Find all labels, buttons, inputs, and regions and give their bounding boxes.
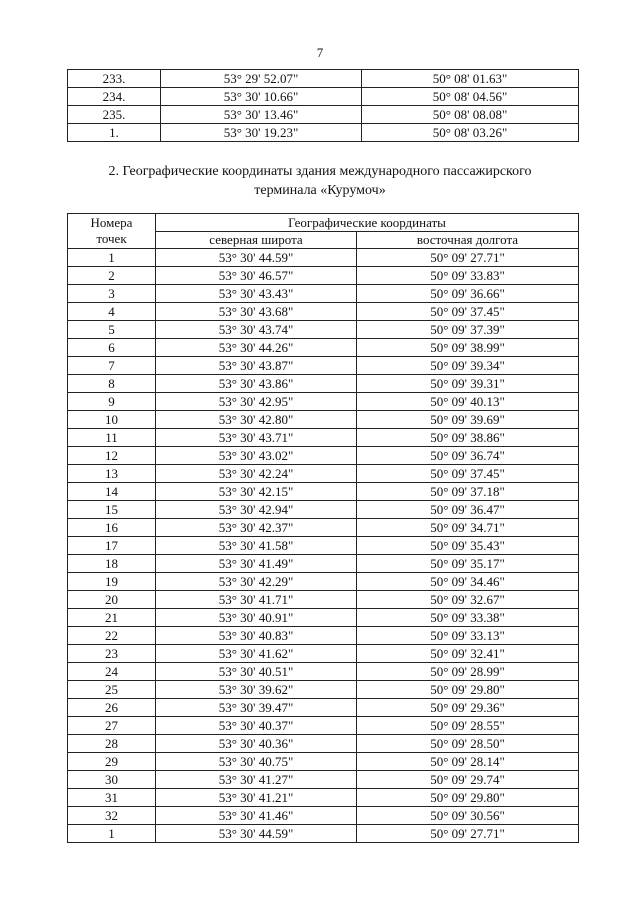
- point-number-cell: 20: [68, 591, 156, 609]
- longitude-cell: 50° 09' 35.43": [357, 537, 579, 555]
- latitude-cell: 53° 30' 40.75": [156, 753, 357, 771]
- table-row: [68, 663, 579, 681]
- latitude-cell: 53° 30' 44.26": [156, 339, 357, 357]
- terminal-coordinates-table: [67, 213, 579, 843]
- point-number-cell: 8: [68, 375, 156, 393]
- table-row: [68, 411, 579, 429]
- table-row: [68, 627, 579, 645]
- column-header-points-line-2: точек: [96, 231, 127, 246]
- section-heading-line-2: терминала «Курумоч»: [254, 183, 386, 198]
- point-number-cell: 23: [68, 645, 156, 663]
- point-number-cell: 1: [68, 249, 156, 267]
- latitude-cell: 53° 30' 42.95": [156, 393, 357, 411]
- table-row: [68, 591, 579, 609]
- table-row: [68, 519, 579, 537]
- longitude-cell: 50° 09' 33.83": [357, 267, 579, 285]
- longitude-cell: 50° 09' 28.99": [357, 663, 579, 681]
- longitude-cell: 50° 09' 34.71": [357, 519, 579, 537]
- point-number-cell: 21: [68, 609, 156, 627]
- latitude-cell: 53° 30' 42.29": [156, 573, 357, 591]
- point-number-cell: 2: [68, 267, 156, 285]
- latitude-cell: 53° 30' 44.59": [156, 825, 357, 843]
- point-number-cell: 11: [68, 429, 156, 447]
- latitude-cell: 53° 30' 41.21": [156, 789, 357, 807]
- point-number-cell: 9: [68, 393, 156, 411]
- point-number-cell: 27: [68, 717, 156, 735]
- column-header-coordinates: Географические координаты: [156, 214, 579, 232]
- table-row: [68, 555, 579, 573]
- longitude-cell: 50° 09' 33.13": [357, 627, 579, 645]
- latitude-cell: 53° 30' 40.37": [156, 717, 357, 735]
- longitude-cell: 50° 09' 29.36": [357, 699, 579, 717]
- latitude-cell: 53° 30' 43.74": [156, 321, 357, 339]
- point-number-cell: 26: [68, 699, 156, 717]
- point-number-cell: 233.: [68, 70, 161, 88]
- point-number-cell: 6: [68, 339, 156, 357]
- point-number-cell: 19: [68, 573, 156, 591]
- latitude-cell: 53° 30' 42.94": [156, 501, 357, 519]
- table-header: [68, 214, 579, 249]
- table-row: [68, 771, 579, 789]
- longitude-cell: 50° 09' 29.74": [357, 771, 579, 789]
- latitude-cell: 53° 30' 42.24": [156, 465, 357, 483]
- point-number-cell: 235.: [68, 106, 161, 124]
- longitude-cell: 50° 09' 29.80": [357, 681, 579, 699]
- longitude-cell: 50° 09' 27.71": [357, 825, 579, 843]
- continued-coordinates-table: [67, 69, 579, 142]
- section-heading: [40, 162, 600, 200]
- table-row: [68, 681, 579, 699]
- longitude-cell: 50° 09' 39.34": [357, 357, 579, 375]
- table-row: [68, 807, 579, 825]
- table-row: [68, 106, 579, 124]
- longitude-cell: 50° 09' 34.46": [357, 573, 579, 591]
- point-number-cell: 14: [68, 483, 156, 501]
- latitude-cell: 53° 30' 39.62": [156, 681, 357, 699]
- longitude-cell: 50° 09' 36.74": [357, 447, 579, 465]
- longitude-cell: 50° 09' 29.80": [357, 789, 579, 807]
- terminal-coordinates-body: [68, 249, 579, 843]
- table-row: [68, 88, 579, 106]
- longitude-cell: 50° 09' 37.39": [357, 321, 579, 339]
- column-header-latitude: северная широта: [156, 232, 357, 249]
- table-row: [68, 483, 579, 501]
- point-number-cell: 13: [68, 465, 156, 483]
- table-row: [68, 645, 579, 663]
- table-row: [68, 573, 579, 591]
- point-number-cell: 24: [68, 663, 156, 681]
- table-row: [68, 501, 579, 519]
- latitude-cell: 53° 30' 41.49": [156, 555, 357, 573]
- point-number-cell: 29: [68, 753, 156, 771]
- longitude-cell: 50° 09' 30.56": [357, 807, 579, 825]
- point-number-cell: 7: [68, 357, 156, 375]
- latitude-cell: 53° 30' 44.59": [156, 249, 357, 267]
- longitude-cell: 50° 09' 40.13": [357, 393, 579, 411]
- longitude-cell: 50° 08' 01.63": [362, 70, 579, 88]
- point-number-cell: 15: [68, 501, 156, 519]
- latitude-cell: 53° 29' 52.07": [161, 70, 362, 88]
- latitude-cell: 53° 30' 40.36": [156, 735, 357, 753]
- table-row: [68, 825, 579, 843]
- table-row: [68, 267, 579, 285]
- table-row: [68, 357, 579, 375]
- point-number-cell: 1.: [68, 124, 161, 142]
- point-number-cell: 17: [68, 537, 156, 555]
- table-row: [68, 753, 579, 771]
- table-row: [68, 735, 579, 753]
- point-number-cell: 18: [68, 555, 156, 573]
- header-row-1: [68, 214, 579, 232]
- table-row: [68, 124, 579, 142]
- longitude-cell: 50° 09' 38.86": [357, 429, 579, 447]
- longitude-cell: 50° 08' 04.56": [362, 88, 579, 106]
- point-number-cell: 30: [68, 771, 156, 789]
- column-header-points-line-1: Номера: [90, 215, 133, 230]
- latitude-cell: 53° 30' 41.46": [156, 807, 357, 825]
- point-number-cell: 5: [68, 321, 156, 339]
- longitude-cell: 50° 08' 08.08": [362, 106, 579, 124]
- point-number-cell: 10: [68, 411, 156, 429]
- column-header-longitude: восточная долгота: [357, 232, 579, 249]
- point-number-cell: 31: [68, 789, 156, 807]
- latitude-cell: 53° 30' 13.46": [161, 106, 362, 124]
- table-row: [68, 375, 579, 393]
- latitude-cell: 53° 30' 40.91": [156, 609, 357, 627]
- latitude-cell: 53° 30' 19.23": [161, 124, 362, 142]
- latitude-cell: 53° 30' 41.71": [156, 591, 357, 609]
- latitude-cell: 53° 30' 43.02": [156, 447, 357, 465]
- longitude-cell: 50° 09' 32.67": [357, 591, 579, 609]
- longitude-cell: 50° 09' 36.47": [357, 501, 579, 519]
- point-number-cell: 32: [68, 807, 156, 825]
- table-row: [68, 303, 579, 321]
- longitude-cell: 50° 09' 28.55": [357, 717, 579, 735]
- section-heading-line-1: 2. Географические координаты здания международного пассажирского: [108, 164, 532, 179]
- table-row: [68, 321, 579, 339]
- latitude-cell: 53° 30' 43.86": [156, 375, 357, 393]
- point-number-cell: 25: [68, 681, 156, 699]
- latitude-cell: 53° 30' 41.58": [156, 537, 357, 555]
- table-row: [68, 717, 579, 735]
- longitude-cell: 50° 08' 03.26": [362, 124, 579, 142]
- longitude-cell: 50° 09' 36.66": [357, 285, 579, 303]
- table-row: [68, 537, 579, 555]
- latitude-cell: 53° 30' 42.37": [156, 519, 357, 537]
- point-number-cell: 28: [68, 735, 156, 753]
- page-number: 7: [316, 45, 324, 60]
- point-number-cell: 234.: [68, 88, 161, 106]
- latitude-cell: 53° 30' 43.87": [156, 357, 357, 375]
- column-header-points: [68, 214, 156, 249]
- point-number-cell: 1: [68, 825, 156, 843]
- table-row: [68, 465, 579, 483]
- latitude-cell: 53° 30' 43.68": [156, 303, 357, 321]
- longitude-cell: 50° 09' 37.45": [357, 303, 579, 321]
- table-row: [68, 393, 579, 411]
- latitude-cell: 53° 30' 46.57": [156, 267, 357, 285]
- latitude-cell: 53° 30' 42.15": [156, 483, 357, 501]
- continued-coordinates-body: [68, 70, 579, 142]
- latitude-cell: 53° 30' 40.51": [156, 663, 357, 681]
- latitude-cell: 53° 30' 41.27": [156, 771, 357, 789]
- longitude-cell: 50° 09' 28.50": [357, 735, 579, 753]
- longitude-cell: 50° 09' 38.99": [357, 339, 579, 357]
- latitude-cell: 53° 30' 43.71": [156, 429, 357, 447]
- table-row: [68, 699, 579, 717]
- latitude-cell: 53° 30' 41.62": [156, 645, 357, 663]
- latitude-cell: 53° 30' 10.66": [161, 88, 362, 106]
- longitude-cell: 50° 09' 28.14": [357, 753, 579, 771]
- point-number-cell: 12: [68, 447, 156, 465]
- latitude-cell: 53° 30' 39.47": [156, 699, 357, 717]
- longitude-cell: 50° 09' 32.41": [357, 645, 579, 663]
- table-row: [68, 285, 579, 303]
- latitude-cell: 53° 30' 42.80": [156, 411, 357, 429]
- point-number-cell: 3: [68, 285, 156, 303]
- longitude-cell: 50° 09' 37.18": [357, 483, 579, 501]
- longitude-cell: 50° 09' 37.45": [357, 465, 579, 483]
- longitude-cell: 50° 09' 39.31": [357, 375, 579, 393]
- table-row: [68, 447, 579, 465]
- table-row: [68, 429, 579, 447]
- table-row: [68, 339, 579, 357]
- longitude-cell: 50° 09' 27.71": [357, 249, 579, 267]
- table-row: [68, 70, 579, 88]
- point-number-cell: 4: [68, 303, 156, 321]
- latitude-cell: 53° 30' 43.43": [156, 285, 357, 303]
- longitude-cell: 50° 09' 33.38": [357, 609, 579, 627]
- latitude-cell: 53° 30' 40.83": [156, 627, 357, 645]
- table-row: [68, 609, 579, 627]
- point-number-cell: 16: [68, 519, 156, 537]
- table-row: [68, 789, 579, 807]
- point-number-cell: 22: [68, 627, 156, 645]
- longitude-cell: 50° 09' 35.17": [357, 555, 579, 573]
- longitude-cell: 50° 09' 39.69": [357, 411, 579, 429]
- table-row: [68, 249, 579, 267]
